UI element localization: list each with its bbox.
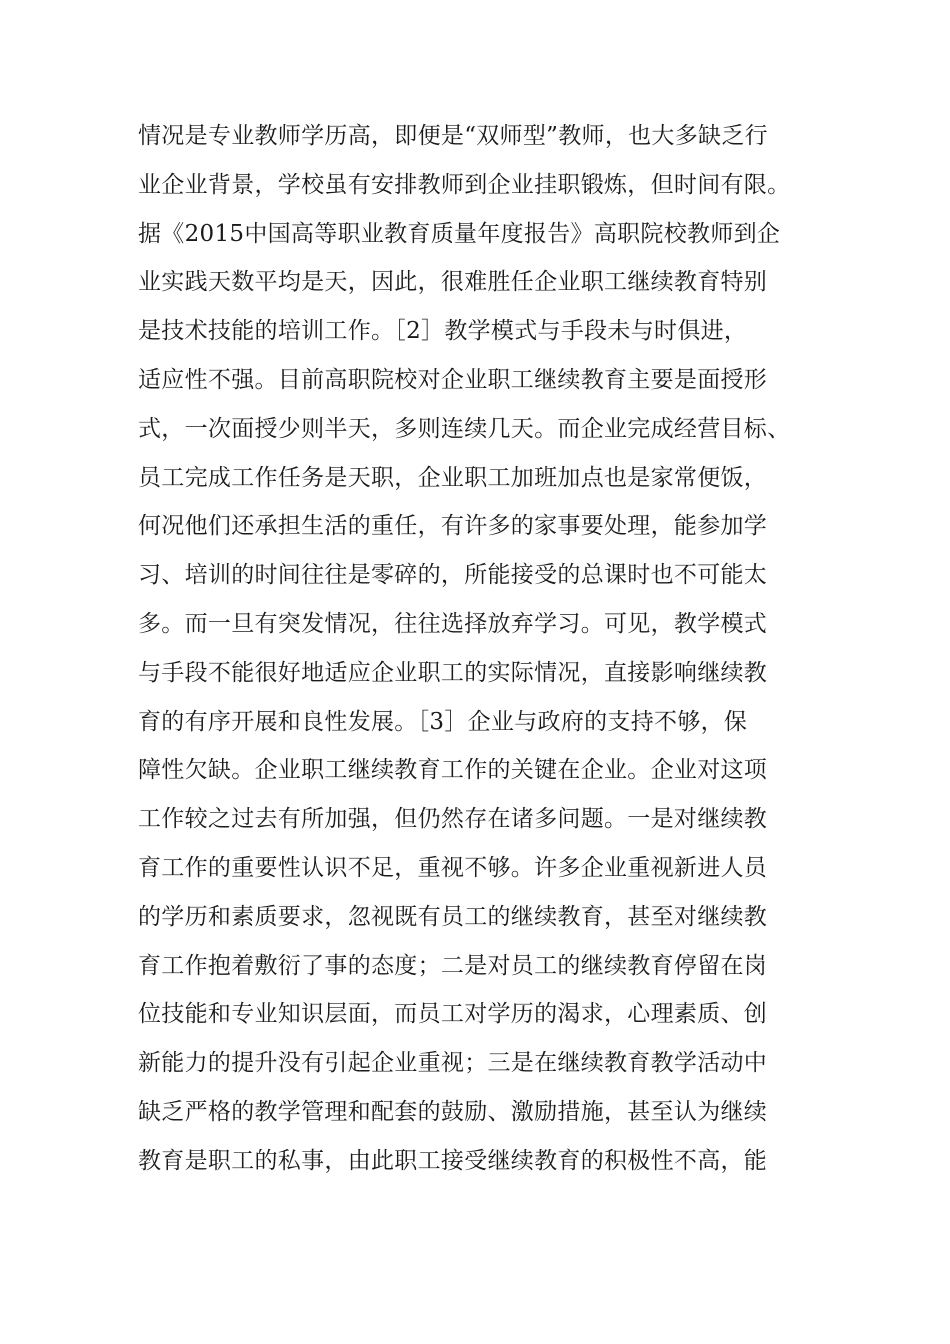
text-line: 工作较之过去有所加强，但仍然存在诸多问题。一是对继续教 <box>138 806 768 833</box>
text-line: 障性欠缺。企业职工继续教育工作的关键在企业。企业对这项 <box>138 757 768 784</box>
text-line: 的学历和素质要求，忽视既有员工的继续教育，甚至对继续教 <box>138 903 768 930</box>
text-line: 业实践天数平均是天，因此，很难胜任企业职工继续教育特别 <box>138 269 768 296</box>
text-line: 是技术技能的培训工作。［2］教学模式与手段未与时俱进， <box>138 318 748 345</box>
text-line: 教育是职工的私事，由此职工接受继续教育的积极性不高，能 <box>138 1147 768 1174</box>
text-line: 何况他们还承担生活的重任，有许多的家事要处理，能参加学 <box>138 513 768 540</box>
text-line: 缺乏严格的教学管理和配套的鼓励、激励措施，甚至认为继续 <box>138 1098 768 1125</box>
text-line: 员工完成工作任务是天职，企业职工加班加点也是家常便饭， <box>138 464 768 491</box>
text-line: 据《2015中国高等职业教育质量年度报告》高职院校教师到企 <box>138 220 781 247</box>
body-text <box>138 112 838 1186</box>
text-line: 适应性不强。目前高职院校对企业职工继续教育主要是面授形 <box>138 366 768 393</box>
text-line: 多。而一旦有突发情况，往往选择放弃学习。可见，教学模式 <box>138 610 768 637</box>
text-line: 业企业背景，学校虽有安排教师到企业挂职锻炼，但时间有限。 <box>138 171 791 198</box>
text-line: 育的有序开展和良性发展。［3］企业与政府的支持不够，保 <box>138 708 748 735</box>
text-line: 育工作抱着敷衍了事的态度；二是对员工的继续教育停留在岗 <box>138 952 768 979</box>
text-line: 习、培训的时间往往是零碎的，所能接受的总课时也不可能太 <box>138 562 768 589</box>
text-line: 新能力的提升没有引起企业重视；三是在继续教育教学活动中 <box>138 1050 768 1077</box>
text-line: 位技能和专业知识层面，而员工对学历的渴求，心理素质、创 <box>138 1001 768 1028</box>
text-line: 育工作的重要性认识不足，重视不够。许多企业重视新进人员 <box>138 854 768 881</box>
text-line: 与手段不能很好地适应企业职工的实际情况，直接影响继续教 <box>138 659 768 686</box>
text-line: 情况是专业教师学历高，即便是“双师型”教师，也大多缺乏行 <box>138 123 768 149</box>
text-line: 式，一次面授少则半天，多则连续几天。而企业完成经营目标、 <box>138 415 791 442</box>
